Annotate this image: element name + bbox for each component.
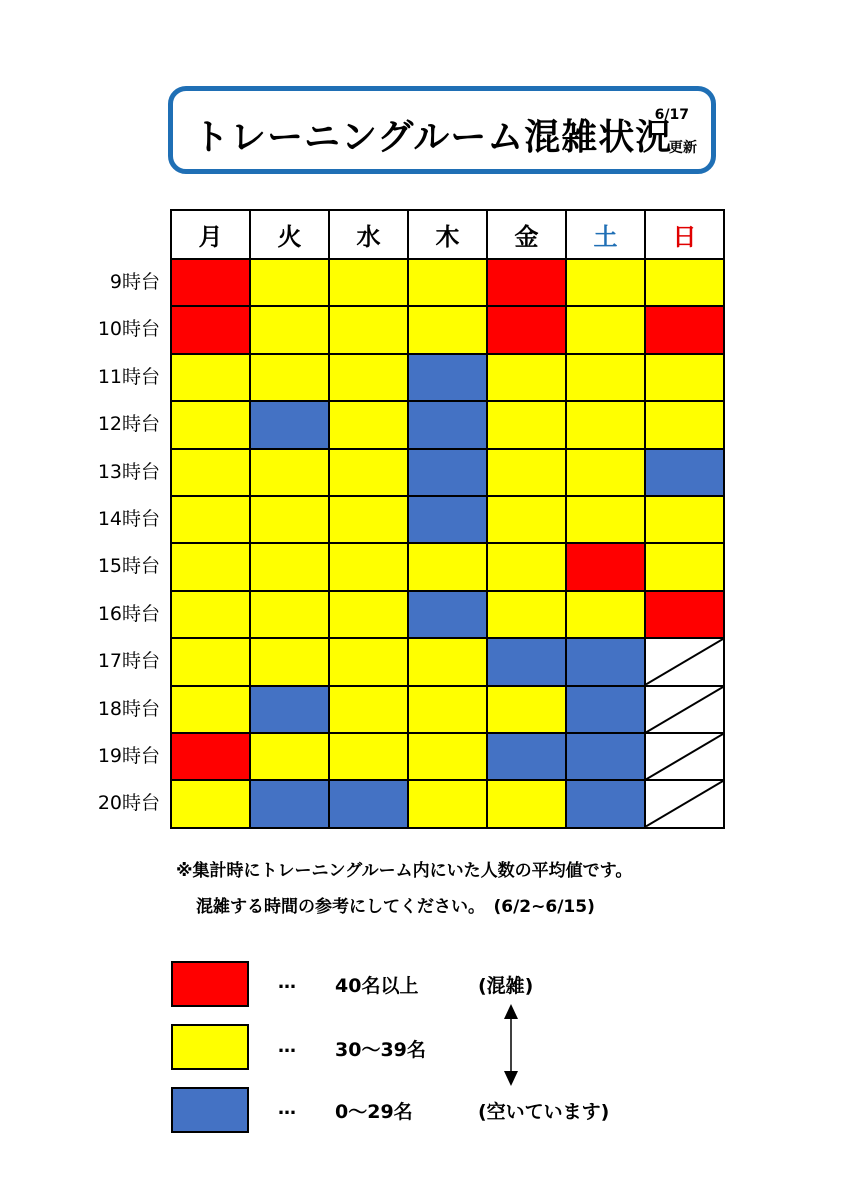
occupancy-cell [486,685,567,734]
double-arrow-icon [500,1003,522,1087]
occupancy-cell [407,258,488,307]
update-label: 更新 [669,140,697,156]
hour-label: 14時台 [97,508,160,530]
occupancy-cell [170,779,251,828]
hour-label: 19時台 [97,745,160,767]
diagonal-line [646,639,723,684]
occupancy-cell [565,400,646,449]
occupancy-cell [644,353,725,402]
occupancy-cell [407,353,488,402]
occupancy-cell [565,258,646,307]
occupancy-cell [328,542,409,591]
page-title: トレーニングルーム混雑状況 [193,117,673,158]
occupancy-cell [486,732,567,781]
hour-label: 9時台 [109,271,160,293]
occupancy-grid [170,209,723,827]
occupancy-cell [644,305,725,354]
closed-cell [644,732,725,781]
legend-label-blue: 0〜29名 [335,1101,413,1123]
occupancy-cell [644,258,725,307]
hour-label: 20時台 [97,792,160,815]
diagonal-line [646,781,723,826]
day-header: 日 [644,209,725,260]
occupancy-cell [328,448,409,497]
occupancy-cell [486,495,567,544]
legend-swatch-red [171,961,249,1007]
note [176,853,632,925]
occupancy-cell [249,637,330,686]
occupancy-cell [328,495,409,544]
occupancy-cell [407,448,488,497]
occupancy-cell [407,305,488,354]
occupancy-cell [486,448,567,497]
closed-cell [644,779,725,828]
day-header: 金 [486,209,567,260]
hour-label: 11時台 [97,365,160,388]
diagonal-line [646,734,723,779]
occupancy-cell [170,685,251,734]
occupancy-cell [170,448,251,497]
day-header: 水 [328,209,409,260]
hour-label: 10時台 [97,318,160,341]
occupancy-cell [328,305,409,354]
occupancy-cell [249,542,330,591]
occupancy-cell [565,448,646,497]
occupancy-cell [486,637,567,686]
title-box [168,86,716,174]
occupancy-cell [565,590,646,639]
legend-label-red: 40名以上 [335,975,419,997]
occupancy-cell [249,258,330,307]
legend-note-empty: (空いています) [478,1101,610,1123]
closed-cell [644,685,725,734]
legend-swatch-yellow [171,1024,249,1070]
update-date: 6/17 [654,107,689,123]
occupancy-cell [644,542,725,591]
occupancy-cell [486,258,567,307]
occupancy-cell [565,779,646,828]
occupancy-cell [644,495,725,544]
occupancy-cell [565,542,646,591]
hour-label: 17時台 [97,650,160,673]
occupancy-cell [644,448,725,497]
occupancy-cell [249,305,330,354]
occupancy-cell [328,732,409,781]
occupancy-cell [170,353,251,402]
occupancy-cell [407,400,488,449]
hour-label: 18時台 [97,697,160,720]
hour-label: 12時台 [97,413,160,436]
occupancy-cell [565,353,646,402]
occupancy-cell [249,685,330,734]
occupancy-cell [565,732,646,781]
occupancy-cell [249,495,330,544]
occupancy-cell [170,590,251,639]
occupancy-cell [170,542,251,591]
day-header: 土 [565,209,646,260]
note-line-2: 混雑する時間の参考にしてください。 (6/2~6/15) [196,897,595,917]
occupancy-cell [170,637,251,686]
occupancy-cell [486,353,567,402]
occupancy-cell [644,400,725,449]
day-header: 月 [170,209,251,260]
occupancy-cell [170,495,251,544]
hour-label: 16時台 [97,602,160,625]
occupancy-cell [565,685,646,734]
occupancy-cell [644,590,725,639]
occupancy-cell [486,400,567,449]
legend-note-crowded: (混雑) [478,975,534,997]
closed-cell [644,637,725,686]
occupancy-cell [407,779,488,828]
occupancy-cell [328,637,409,686]
occupancy-cell [249,353,330,402]
occupancy-cell [486,542,567,591]
occupancy-cell [328,779,409,828]
occupancy-cell [249,590,330,639]
occupancy-cell [328,400,409,449]
occupancy-cell [170,732,251,781]
note-line-1: ※集計時にトレーニングルーム内にいた人数の平均値です。 [176,861,633,881]
day-header: 火 [249,209,330,260]
occupancy-cell [328,685,409,734]
occupancy-cell [407,732,488,781]
occupancy-cell [565,637,646,686]
occupancy-cell [407,495,488,544]
occupancy-cell [486,779,567,828]
occupancy-cell [170,305,251,354]
hour-label: 13時台 [97,460,160,483]
occupancy-cell [249,779,330,828]
occupancy-cell [328,590,409,639]
legend-dots: … [278,972,296,993]
occupancy-cell [249,732,330,781]
occupancy-cell [565,495,646,544]
occupancy-cell [170,400,251,449]
hour-label: 15時台 [97,555,160,578]
occupancy-cell [407,685,488,734]
occupancy-cell [249,448,330,497]
occupancy-cell [565,305,646,354]
legend-dots: … [278,1098,296,1119]
occupancy-cell [486,590,567,639]
occupancy-cell [407,542,488,591]
legend-label-yellow: 30〜39名 [335,1039,426,1061]
occupancy-cell [407,637,488,686]
day-header: 木 [407,209,488,260]
occupancy-cell [486,305,567,354]
occupancy-cell [249,400,330,449]
occupancy-cell [328,353,409,402]
occupancy-cell [170,258,251,307]
occupancy-cell [407,590,488,639]
occupancy-cell [328,258,409,307]
legend-swatch-blue [171,1087,249,1133]
legend-dots: … [278,1036,296,1057]
diagonal-line [646,687,723,732]
